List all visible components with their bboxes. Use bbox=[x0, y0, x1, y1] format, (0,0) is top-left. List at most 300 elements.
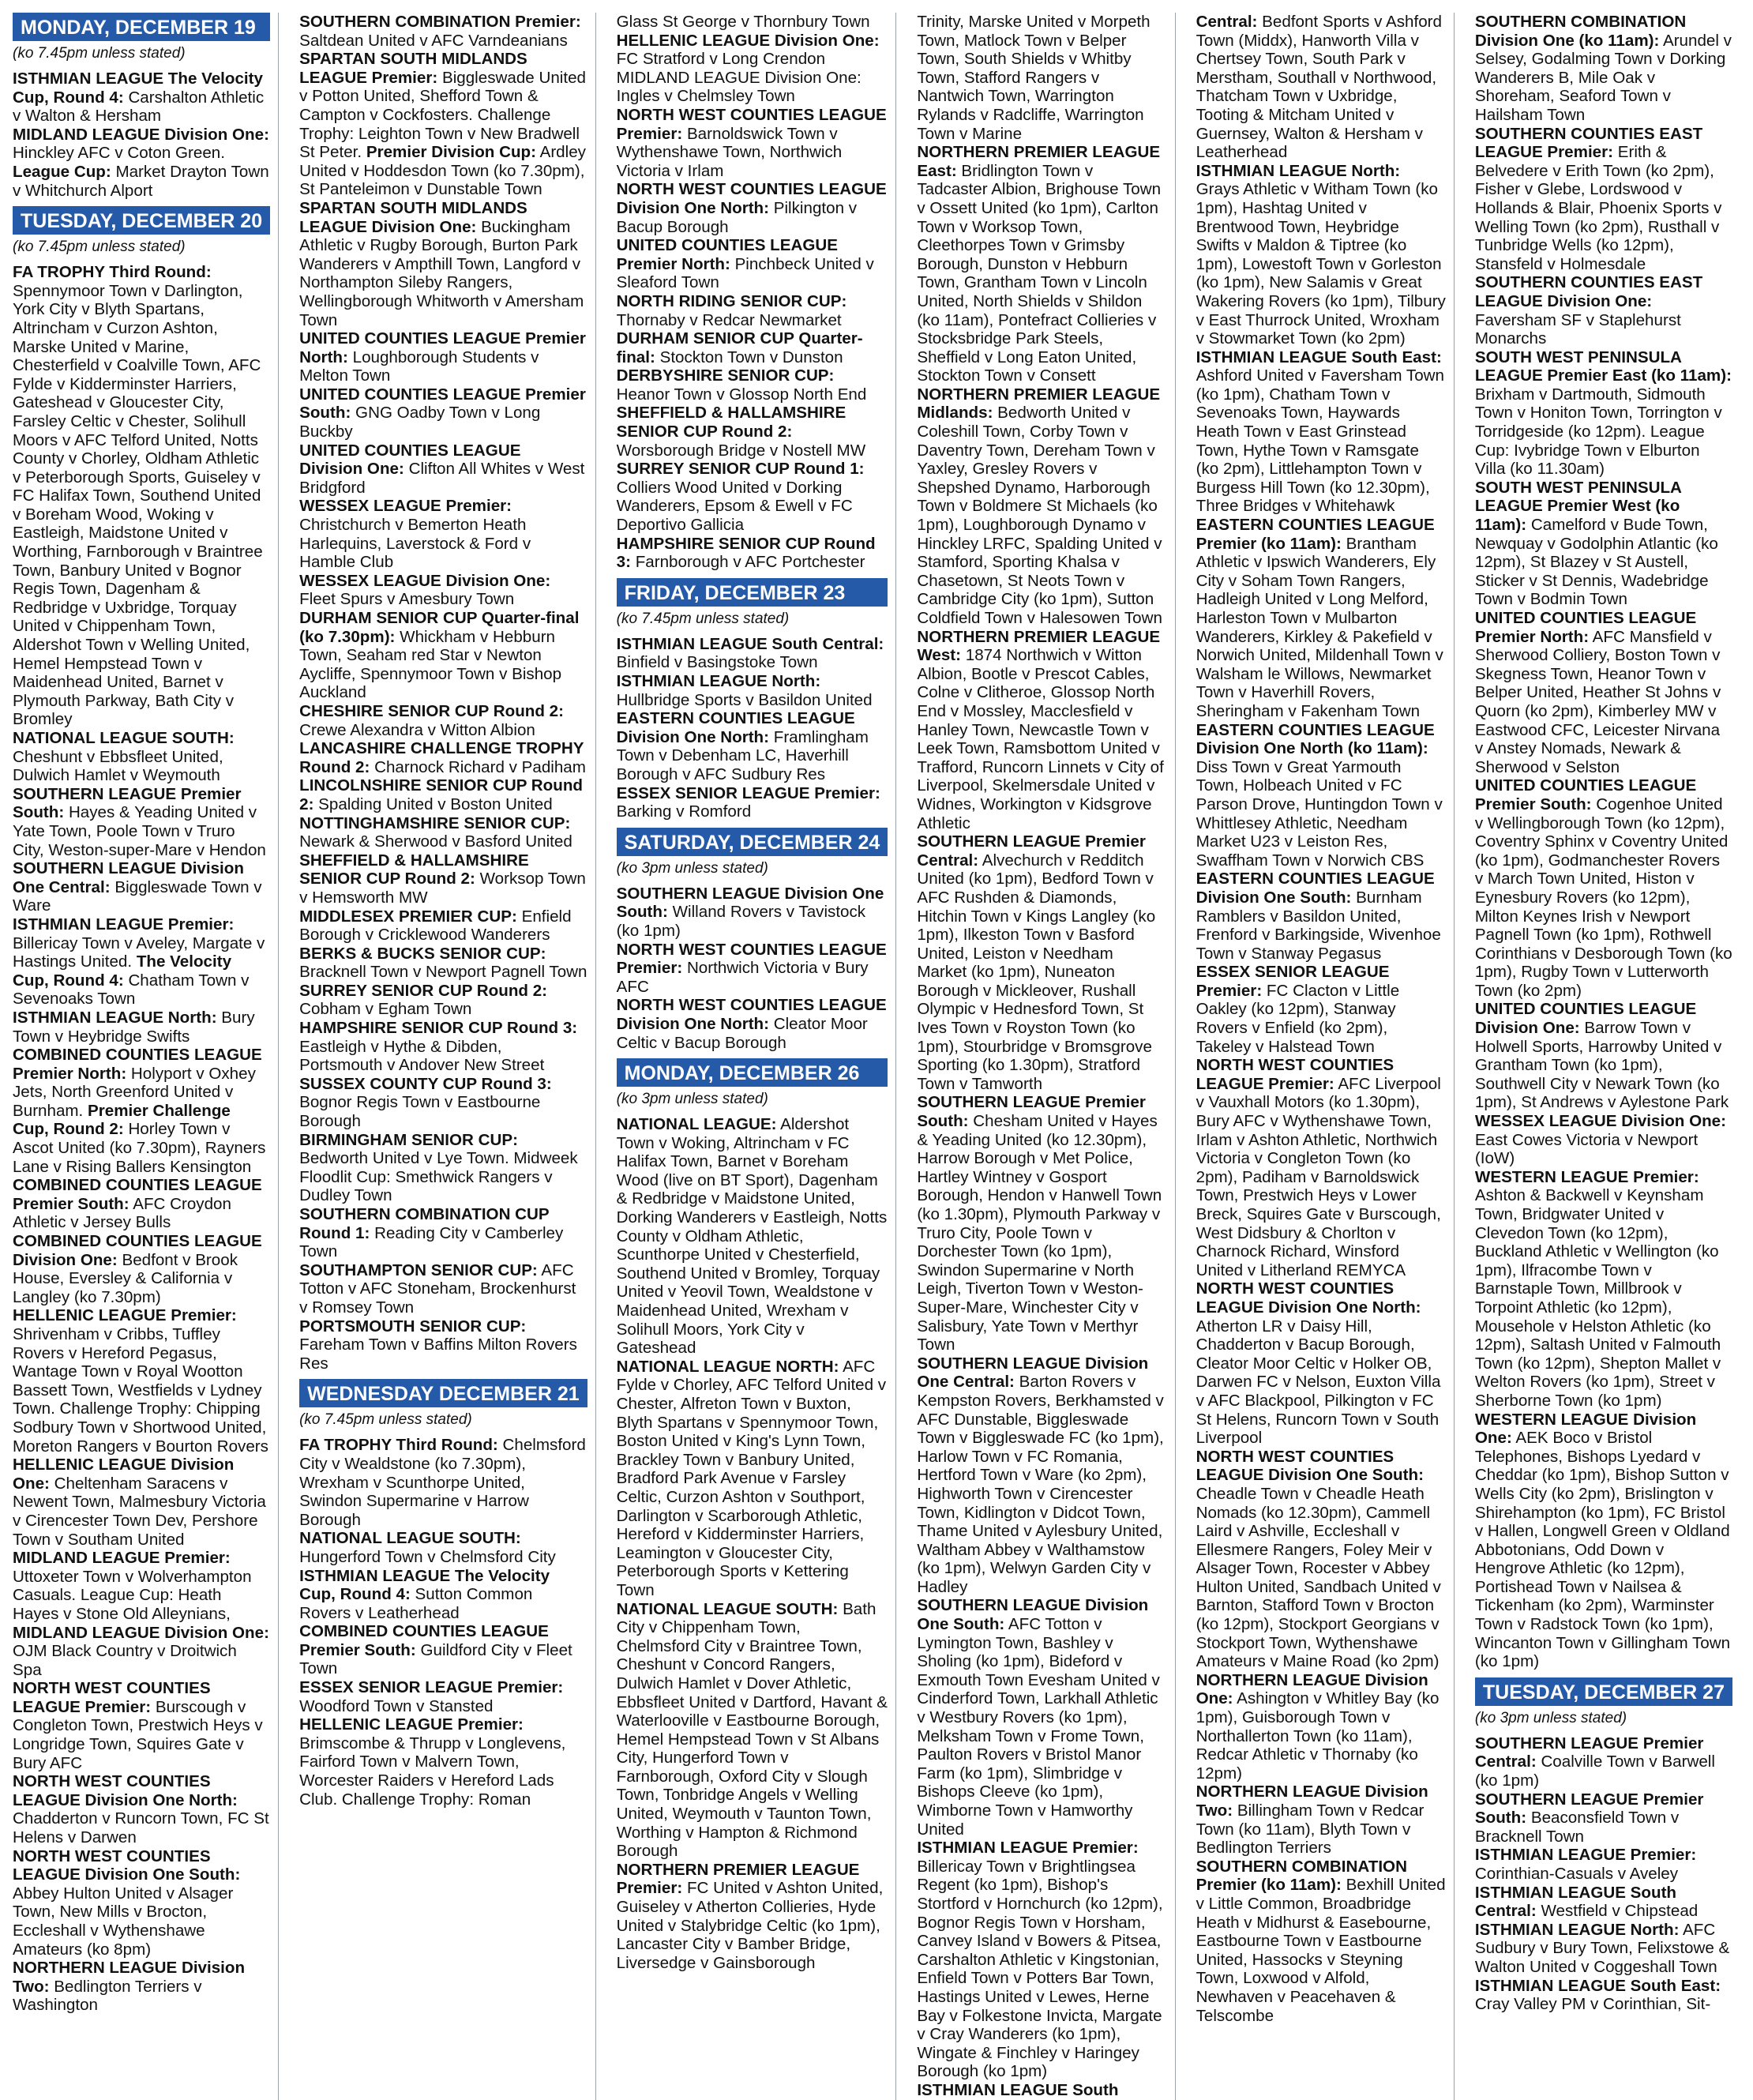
fixture-entry bbox=[13, 1176, 270, 1232]
fixture-entry bbox=[1196, 162, 1446, 348]
fixture-entry bbox=[299, 385, 587, 441]
competition-name: SPARTAN SOUTH MIDLANDS LEAGUE Premier: bbox=[299, 50, 527, 87]
fixture-list: Brixham v Dartmouth, Sidmouth Town v Honiton Town, Torrington v Torridgeside (ko 12pm). League Cup: Ivybridge Town v Elburton Villa (ko 11.30am) bbox=[1474, 385, 1722, 479]
competition-name: NORTH WEST COUNTIES LEAGUE Premier: bbox=[13, 1679, 211, 1716]
fixture-entry bbox=[617, 535, 888, 572]
competition-name: The Velocity Cup, Round 4: bbox=[13, 952, 232, 990]
competition-name: HAMPSHIRE SENIOR CUP Round 3: bbox=[299, 1019, 578, 1038]
fixture-list: Hinckley AFC v Coton Green. bbox=[13, 144, 225, 163]
fixture-entry bbox=[917, 1354, 1166, 1597]
fixture-list: GNG Oadby Town v Long Buckby bbox=[299, 404, 541, 441]
kickoff-note: (ko 3pm unless stated) bbox=[616, 859, 768, 877]
fixture-list: Buckingham Athletic v Rugby Borough, Burton Park Wanderers v Ampthill Town, Langford v Northampton Sileby Rangers, Wellingborough Whitworth v Amersham Town bbox=[299, 217, 584, 329]
fixture-list: Fleet Spurs v Amesbury Town bbox=[299, 590, 515, 609]
fixture-entry bbox=[13, 1009, 270, 1046]
fixture-entry bbox=[299, 441, 587, 498]
competition-name: HAMPSHIRE SENIOR CUP Round 3: bbox=[616, 534, 876, 572]
fixture-list: Shrivenham v Cribbs, Tuffley Rovers v Hereford Pegasus, Wantage Town v Royal Wootton Bassett Town, Westfields v Lydney Town. Challenge Trophy: Chipping Sodbury Town v Shortwood United, Moreton Rangers v Bourton Rovers bbox=[13, 1325, 268, 1456]
fixture-entry bbox=[1196, 1279, 1446, 1447]
competition-name: SUSSEX COUNTY CUP Round 3: bbox=[299, 1074, 552, 1093]
fixture-list: Sutton Common Rovers v Leatherhead bbox=[299, 1585, 533, 1622]
fixture-list: Heanor Town v Glossop North End bbox=[616, 385, 867, 404]
competition-name: NORTH WEST COUNTIES LEAGUE Division One North: bbox=[616, 180, 887, 217]
competition-name: WESSEX LEAGUE Division One: bbox=[1474, 1112, 1726, 1131]
fixture-entry bbox=[617, 709, 888, 783]
fixture-entry bbox=[917, 832, 1166, 1093]
competition-name: ISTHMIAN LEAGUE South East: bbox=[1474, 1976, 1721, 1995]
date-header: TUESDAY, DECEMBER 20 bbox=[13, 206, 270, 235]
fixture-list: Coalville Town v Barwell (ko 1pm) bbox=[1474, 1753, 1715, 1790]
fixtures-column-1 bbox=[13, 13, 279, 2100]
competition-name: SOUTHERN COMBINATION CUP Round 1: bbox=[299, 1205, 550, 1242]
fixture-entry bbox=[617, 996, 888, 1052]
fixture-entry bbox=[13, 1456, 270, 1549]
fixture-entry bbox=[299, 1261, 587, 1317]
fixture-entry bbox=[1475, 1977, 1732, 2014]
date-header: MONDAY, DECEMBER 19 bbox=[13, 13, 270, 41]
fixture-entry bbox=[1475, 273, 1732, 347]
competition-name: MIDLAND LEAGUE Premier: bbox=[13, 1549, 231, 1568]
competition-name: UNITED COUNTIES LEAGUE Division One: bbox=[299, 441, 521, 479]
fixture-list: Bedfont Sports v Ashford Town (Middx), Hanworth Villa v Chertsey Town, South Park v Merstham, Southall v Northwood, Thatcham Town v Uxbridge, Tooting & Mitcham United v Guernsey, Walton & Hersham v Leatherhead bbox=[1196, 13, 1442, 162]
competition-name: LINCOLNSHIRE SENIOR CUP Round 2: bbox=[299, 776, 583, 813]
fixture-entry bbox=[1475, 479, 1732, 609]
fixture-list: Brimscombe & Thrupp v Longlevens, Fairford Town v Malvern Town, Worcester Raiders v Hereford Lads Club. Challenge Trophy: Roman bbox=[299, 1734, 566, 1809]
competition-name: SOUTHERN LEAGUE Premier Central: bbox=[917, 832, 1146, 870]
fixture-entry bbox=[1475, 1790, 1732, 1846]
fixture-entry bbox=[617, 32, 888, 69]
fixture-entry bbox=[1196, 870, 1446, 963]
competition-name: EASTERN COUNTIES LEAGUE Division One North: bbox=[616, 709, 855, 746]
competition-name: LANCASHIRE CHALLENGE TROPHY Round 2: bbox=[299, 739, 584, 776]
fixture-list: Whickham v Hebburn Town, Seaham red Star v Newton Aycliffe, Spennymoor Town v Bishop Auckland bbox=[299, 627, 562, 702]
competition-name: NOTTINGHAMSHIRE SENIOR CUP: bbox=[299, 813, 571, 832]
competition-name: NORTH WEST COUNTIES LEAGUE Premier: bbox=[616, 105, 887, 143]
kickoff-note: (ko 3pm unless stated) bbox=[616, 1091, 768, 1108]
competition-name: DURHAM SENIOR CUP Quarter-final: bbox=[616, 329, 863, 366]
competition-name: NORTHERN PREMIER LEAGUE Midlands: bbox=[917, 385, 1161, 423]
fixture-list: Hayes & Yeading United v Yate Town, Poole Town v Truro City, Weston-super-Mare v Hendon bbox=[13, 803, 266, 859]
fixture-entry bbox=[617, 106, 888, 180]
fixture-entry bbox=[917, 385, 1166, 628]
fixture-entry bbox=[617, 366, 888, 404]
fixture-list: AEK Boco v Bristol Telephones, Bishops Lyedard v Cheddar (ko 1pm), Bishop Sutton v Wells City (ko 2pm), Brislington v Shirehampton (ko 1pm), FC Bristol v Hallen, Longwell Green v Oldland Abbotonians, Odd Down v Hengrove Athletic (ko 12pm), Portishead Town v Nailsea & Tickenham (ko 2pm), Warminster Town v Radstock Town (ko 1pm), Wincanton Town v Gillingham Town (ko 1pm) bbox=[1474, 1429, 1731, 1671]
competition-name: NORTHERN PREMIER LEAGUE East: bbox=[917, 143, 1161, 180]
fixture-entry bbox=[1475, 1112, 1732, 1168]
fixture-entry bbox=[299, 907, 587, 945]
competition-name: NORTH WEST COUNTIES LEAGUE Division One North: bbox=[616, 996, 887, 1033]
fixture-entry bbox=[1475, 1734, 1732, 1790]
competition-name: NORTHERN LEAGUE Division Two: bbox=[1196, 1783, 1428, 1820]
fixture-entry bbox=[299, 982, 587, 1019]
fixture-list: Farnborough v AFC Portchester bbox=[635, 553, 865, 572]
fixture-entry bbox=[917, 13, 1166, 143]
fixture-entry bbox=[299, 1075, 587, 1131]
competition-name: SOUTH WEST PENINSULA LEAGUE Premier West (ko 11am): bbox=[1474, 478, 1682, 535]
competition-name: NORTHERN PREMIER LEAGUE Premier: bbox=[616, 1860, 860, 1898]
kickoff-note: (ko 3pm unless stated) bbox=[1474, 1709, 1627, 1726]
fixture-list: Barnoldswick Town v Wythenshawe Town, Northwich Victoria v Irlam bbox=[616, 124, 843, 180]
kickoff-note: (ko 7.45pm unless stated) bbox=[13, 45, 186, 62]
competition-name: UNITED COUNTIES LEAGUE Premier South: bbox=[1474, 776, 1697, 813]
fixture-list: Burnham Ramblers v Basildon United, Frenford v Barkingside, Wivenhoe Town v Stanway Pegasus bbox=[1196, 888, 1441, 963]
fixture-entry bbox=[13, 263, 270, 729]
fixture-list: AFC Croydon Athletic v Jersey Bulls bbox=[13, 1194, 231, 1232]
fixture-list: FC Clacton v Little Oakley (ko 12pm), Stanway Rovers v Enfield (ko 2pm), Takeley v Halstead Town bbox=[1196, 981, 1400, 1056]
fixture-list: Bury Town v Heybridge Swifts bbox=[13, 1008, 255, 1046]
competition-name: SPARTAN SOUTH MIDLANDS LEAGUE Division One: bbox=[299, 198, 527, 236]
fixture-entry bbox=[617, 292, 888, 329]
fixture-list: Hungerford Town v Chelmsford City bbox=[299, 1547, 556, 1566]
fixture-list: Bedworth United v Coleshill Town, Corby Town v Daventry Town, Dereham Town v Yaxley, Gresley Rovers v Shepshed Dynamo, Harborough Town v Boldmere St Michaels (ko 1pm), Loughborough Dynamo v Hinckley LRFC, Spalding United v Stamford, Sporting Khalsa v Chasetown, St Neots Town v Cambridge City (ko 1pm), Sutton Coldfield Town v Halesowen Town bbox=[917, 404, 1162, 627]
fixture-entry bbox=[617, 13, 888, 32]
fixture-list: Clifton All Whites v West Bridgford bbox=[299, 460, 585, 497]
fixture-list: Barking v Romford bbox=[616, 802, 752, 821]
competition-name: COMBINED COUNTIES LEAGUE Premier South: bbox=[299, 1622, 549, 1659]
fixture-list: Ashton & Backwell v Keynsham Town, Bridgwater United v Clevedon Town (ko 12pm), Buckland Athletic v Wellington (ko 1pm), Ilfracombe Town v Barnstaple Town, Millbrook v Torpoint Athletic (ko 12pm), Mousehole v Helston Athletic (ko 12pm), Saltash United v Falmouth Town (ko 12pm), Shepton Mallet v Welton Rovers (ko 1pm), Street v Sherborne Town (ko 1pm) bbox=[1474, 1186, 1721, 1410]
competition-name: FA TROPHY Third Round: bbox=[299, 1436, 498, 1455]
fixture-entry bbox=[299, 776, 587, 813]
fixture-entry bbox=[617, 460, 888, 534]
competition-name: SOUTHERN LEAGUE Premier South: bbox=[13, 784, 242, 822]
fixture-list: Uttoxeter Town v Wolverhampton Casuals. League Cup: Heath Hayes v Stone Old Alleynians, bbox=[13, 1567, 252, 1623]
fixture-list: Alvechurch v Redditch United (ko 1pm), Bedford Town v AFC Rushden & Diamonds, Hitchin Town v Kings Langley (ko 1pm), Ilkeston Town v Basford United, Leiston v Needham Market (ko 1pm), Nuneaton Borough v Mickleover, Rushall Olympic v Hednesford Town, St Ives Town v Royston Town (ko 1pm), Stourbridge v Bromsgrove Sporting (ko 1.30pm), Stratford Town v Tamworth bbox=[917, 851, 1156, 1093]
competition-name: SOUTHERN LEAGUE Premier Central: bbox=[1474, 1734, 1704, 1771]
fixture-entry bbox=[917, 143, 1166, 385]
fixture-list: Trinity, Marske United v Morpeth Town, Matlock Town v Belper Town, South Shields v Whitby Town, Stafford Rangers v Nantwich Town, Warrington Rylands v Radcliffe, Warrington Town v Marine bbox=[917, 13, 1151, 143]
fixture-entry bbox=[617, 180, 888, 236]
fixture-entry bbox=[299, 1567, 587, 1623]
competition-name: UNITED COUNTIES LEAGUE Premier North: bbox=[299, 329, 586, 366]
fixture-entry bbox=[617, 1600, 888, 1861]
fixture-list: Framlingham Town v Debenham LC, Haverhill Borough v AFC Sudbury Res bbox=[616, 727, 869, 783]
competition-name: ISTHMIAN LEAGUE Premier: bbox=[13, 915, 235, 934]
competition-name: SOUTHERN LEAGUE Premier South: bbox=[917, 1093, 1146, 1131]
competition-name: ESSEX SENIOR LEAGUE Premier: bbox=[1196, 963, 1390, 1000]
fixture-list: Camelford v Bude Town, Newquay v Godolphin Atlantic (ko 12pm), St Blazey v St Austell, Sticker v St Dennis, Wadebridge Town v Bodmin Town bbox=[1474, 516, 1718, 609]
fixture-list: Bedfont v Brook House, Eversley & California v Langley (ko 7.30pm) bbox=[13, 1250, 238, 1306]
fixture-entry bbox=[13, 1306, 270, 1456]
fixture-entry bbox=[299, 814, 587, 851]
competition-name: Central: bbox=[1196, 13, 1258, 31]
fixture-entry bbox=[299, 497, 587, 571]
fixture-list: East Cowes Victoria v Newport (IoW) bbox=[1474, 1130, 1699, 1168]
fixture-list: Ashington v Whitley Bay (ko 1pm), Guisborough Town v Northallerton Town (ko 11am), Redcar Athletic v Thornaby (ko 12pm) bbox=[1196, 1689, 1440, 1783]
competition-name: ISTHMIAN LEAGUE The Velocity Cup, Round 4: bbox=[299, 1566, 550, 1604]
fixture-entry bbox=[13, 729, 270, 785]
fixture-entry bbox=[13, 69, 270, 126]
fixture-entry bbox=[617, 672, 888, 709]
competition-name: COMBINED COUNTIES LEAGUE Premier South: bbox=[13, 1176, 262, 1213]
competition-name: NORTH WEST COUNTIES LEAGUE Division One North: bbox=[1196, 1279, 1421, 1317]
fixture-entry bbox=[299, 1019, 587, 1075]
competition-name: NORTHERN LEAGUE Division One: bbox=[1196, 1670, 1428, 1708]
fixture-entry bbox=[1196, 721, 1446, 870]
fixture-list: Grays Athletic v Witham Town (ko 1pm), Hashtag United v Brentwood Town, Heybridge Swifts v Maldon & Tiptree (ko 1pm), Lowestoft Town v Gorleston (ko 1pm), New Salamis v Great Wakering Rovers (ko 1pm), Tilbury v East Thurrock United, Wroxham v Stowmarket Town (ko 2pm) bbox=[1196, 180, 1446, 348]
fixture-list: Willand Rovers v Tavistock (ko 1pm) bbox=[616, 903, 866, 940]
competition-name: ISTHMIAN LEAGUE South Central: bbox=[616, 634, 884, 653]
fixture-list: Ardley United v Hoddesdon Town (ko 7.30pm), St Panteleimon v Dunstable Town bbox=[299, 143, 586, 199]
fixture-entry bbox=[617, 885, 888, 941]
competition-name: WESSEX LEAGUE Division One: bbox=[299, 571, 551, 590]
competition-name: NORTH WEST COUNTIES LEAGUE Premier: bbox=[1196, 1056, 1395, 1093]
competition-name: FA TROPHY Third Round: bbox=[13, 263, 212, 282]
fixture-list: AFC Totton v AFC Stoneham, Brockenhurst v Romsey Town bbox=[299, 1260, 576, 1317]
competition-name: ISTHMIAN LEAGUE North: bbox=[13, 1008, 217, 1027]
fixture-entry bbox=[13, 1679, 270, 1772]
fixture-list: Bracknell Town v Newport Pagnell Town bbox=[299, 963, 587, 982]
fixtures-column-2 bbox=[299, 13, 596, 2100]
competition-name: EASTERN COUNTIES LEAGUE Division One North (ko 11am): bbox=[1196, 720, 1435, 758]
fixture-entry bbox=[13, 1046, 270, 1176]
fixture-list: AFC Mansfield v Sherwood Colliery, Boston Town v Skegness Town, Heanor Town v Belper United, Heather St Johns v Quorn (ko 2pm), Kimberley MW v Eastwood CFC, Leicester Nirvana v Anstey Nomads, Newark & Sherwood v Selston bbox=[1474, 627, 1721, 776]
fixture-list: Hullbridge Sports v Basildon United bbox=[616, 690, 873, 709]
competition-name: NORTH WEST COUNTIES LEAGUE Division One South: bbox=[13, 1846, 241, 1884]
competition-name: PORTSMOUTH SENIOR CUP: bbox=[299, 1317, 527, 1336]
fixture-list: Beaconsfield Town v Bracknell Town bbox=[1474, 1809, 1680, 1846]
fixture-list: Biggleswade Town v Ware bbox=[13, 877, 262, 915]
competition-name: HELLENIC LEAGUE Division One: bbox=[13, 1456, 235, 1493]
fixture-entry bbox=[1475, 13, 1732, 125]
fixture-list: Faversham SF v Staplehurst Monarchs bbox=[1474, 310, 1681, 348]
competition-name: ISTHMIAN LEAGUE North: bbox=[1474, 1920, 1680, 1939]
competition-name: UNITED COUNTIES LEAGUE Division One: bbox=[1474, 1000, 1697, 1038]
fixture-list: Cobham v Egham Town bbox=[299, 1000, 472, 1019]
fixture-list: Billericay Town v Aveley, Margate v Hastings United. bbox=[13, 934, 265, 971]
competition-name: SOUTHERN LEAGUE Division One South: bbox=[616, 884, 884, 922]
fixture-list: Worksop Town v Hemsworth MW bbox=[299, 870, 586, 907]
fixture-entry bbox=[13, 126, 270, 163]
competition-name: SOUTHERN LEAGUE Division One South: bbox=[917, 1596, 1149, 1634]
fixture-list: Barrow Town v Holwell Sports, Harrowby United v Grantham Town (ko 1pm), Southwell City v Newark Town (ko 1pm), St Andrews v Aylestone Park bbox=[1474, 1019, 1729, 1112]
competition-name: SOUTHERN COUNTIES EAST LEAGUE Division One: bbox=[1474, 273, 1703, 310]
competition-name: COMBINED COUNTIES LEAGUE Division One: bbox=[13, 1232, 262, 1269]
fixtures-column-4 bbox=[917, 13, 1175, 2100]
fixture-entry bbox=[617, 1358, 888, 1600]
competition-name: ESSEX SENIOR LEAGUE Premier: bbox=[616, 783, 880, 802]
competition-name: DERBYSHIRE SENIOR CUP: bbox=[616, 366, 835, 385]
competition-name: ISTHMIAN LEAGUE North: bbox=[1196, 161, 1401, 180]
fixture-list: Worsborough Bridge v Nostell MW bbox=[616, 441, 866, 460]
competition-name: BIRMINGHAM SENIOR CUP: bbox=[299, 1130, 518, 1149]
competition-name: SOUTH WEST PENINSULA LEAGUE Premier East (ko 11am): bbox=[1474, 347, 1732, 385]
fixture-entry bbox=[1475, 1411, 1732, 1671]
fixture-entry bbox=[1475, 776, 1732, 1000]
fixture-entry bbox=[299, 1622, 587, 1678]
fixture-list: Biggleswade United v Potton United, Shefford Town & Campton v Cockfosters. Challenge Trophy: Leighton Town v New Bradwell St Peter. bbox=[299, 68, 586, 162]
fixture-entry bbox=[13, 1232, 270, 1306]
competition-name: UNITED COUNTIES LEAGUE Premier North: bbox=[616, 236, 838, 273]
fixture-list: Diss Town v Great Yarmouth Town, Holbeach United v FC Parson Drove, Huntingdon Town v Whittlesey Athletic, Needham Market U23 v Leiston Res, Swaffham Town v Norwich CBS bbox=[1196, 757, 1443, 870]
fixture-entry bbox=[1196, 1448, 1446, 1671]
fixture-list: Horley Town v Ascot United (ko 7.30pm), Rayners Lane v Rising Ballers Kensington bbox=[13, 1120, 266, 1176]
fixture-entry bbox=[299, 13, 587, 50]
fixture-list: Crewe Alexandra v Witton Albion bbox=[299, 720, 535, 739]
competition-name: SOUTHAMPTON SENIOR CUP: bbox=[299, 1260, 538, 1279]
fixture-entry bbox=[299, 572, 587, 609]
fixture-list: Fareham Town v Baffins Milton Rovers Res bbox=[299, 1336, 577, 1373]
fixture-list: Carshalton Athletic v Walton & Hersham bbox=[13, 88, 265, 126]
fixture-list: Binfield v Basingstoke Town bbox=[616, 653, 818, 672]
competition-name: HELLENIC LEAGUE Premier: bbox=[299, 1715, 524, 1734]
fixture-entry bbox=[299, 1529, 587, 1566]
competition-name: SURREY SENIOR CUP Round 2: bbox=[299, 981, 548, 1000]
competition-name: EASTERN COUNTIES LEAGUE Premier (ko 11am): bbox=[1196, 516, 1435, 553]
competition-name: HELLENIC LEAGUE Premier: bbox=[13, 1306, 237, 1325]
competition-name: NORTH WEST COUNTIES LEAGUE Premier: bbox=[616, 940, 887, 978]
fixture-list: Stockton Town v Dunston bbox=[659, 347, 843, 366]
fixture-entry bbox=[1475, 348, 1732, 479]
fixture-entry bbox=[917, 1093, 1166, 1354]
fixture-list: Abbey Hulton United v Alsager Town, New Mills v Brocton, Eccleshall v Wythenshawe Amateurs (ko 8pm) bbox=[13, 1884, 234, 1959]
fixtures-column-5 bbox=[1196, 13, 1455, 2100]
fixture-entry bbox=[299, 1205, 587, 1261]
fixture-list: Cogenhoe United v Wellingborough Town (ko 12pm), Coventry Sphinx v Coventry United (ko 1pm), Godmanchester Rovers v March Town United, Histon v Eynesbury Rovers (ko 12pm), Milton Keynes Irish v Newport Pagnell Town (ko 1pm), Rothwell Corinthians v Desborough Town (ko 1pm), Rugby Town v Lutterworth Town (ko 2pm) bbox=[1474, 795, 1732, 1000]
competition-name: NORTHERN PREMIER LEAGUE West: bbox=[917, 627, 1161, 665]
date-header: FRIDAY, DECEMBER 23 bbox=[617, 578, 888, 607]
fixture-entry bbox=[617, 941, 888, 997]
fixture-entry bbox=[13, 915, 270, 1009]
kickoff-note: (ko 7.45pm unless stated) bbox=[616, 610, 790, 627]
fixture-entry bbox=[299, 50, 587, 199]
fixture-list: Bridlington Town v Tadcaster Albion, Brighouse Town v Ossett United (ko 1pm), Carlton Town v Worksop Town, Cleethorpes Town v Grimsby Borough, Dunston v Hebburn Town, Grantham Town v Lincoln United, North Shields v Shildon (ko 11am), Pontefract Collieries v Stocksbridge Park Steels, Sheffield v Long Eaton United, Stockton Town v Consett bbox=[917, 161, 1162, 385]
fixture-list: Charnock Richard v Padiham bbox=[374, 757, 586, 776]
fixture-entry bbox=[917, 2081, 1166, 2100]
fixture-entry bbox=[13, 1624, 270, 1680]
fixture-entry bbox=[299, 851, 587, 907]
competition-name: SOUTHERN COUNTIES EAST LEAGUE Premier: bbox=[1474, 124, 1703, 162]
fixture-list: Arundel v Selsey, Godalming Town v Dorking Wanderers B, Mile Oak v Shoreham, Seaford Town v Hailsham Town bbox=[1474, 31, 1732, 124]
fixture-list: Cheadle Town v Cheadle Heath Nomads (ko 12.30pm), Cammell Laird v Ashville, Eccleshall v Ellesmere Rangers, Foley Meir v Alsager Town, Rocester v Abbey Hulton United, Sandbach United v Barnton, Stafford Town v Brocton (ko 12pm), Stockport Georgians v Stockport Town, Wythenshawe Amateurs v Maine Road (ko 2pm) bbox=[1196, 1484, 1441, 1671]
fixture-entry bbox=[13, 1847, 270, 1959]
fixture-list: Enfield Borough v Cricklewood Wanderers bbox=[299, 907, 572, 945]
fixture-list: FC Stratford v Long Crendon bbox=[616, 50, 826, 69]
competition-name: WESTERN LEAGUE Division One: bbox=[1474, 1410, 1697, 1448]
fixture-entry bbox=[13, 785, 270, 859]
fixture-list: Holyport v Oxhey Jets, North Greenford United v Burnham. bbox=[13, 1064, 256, 1120]
fixture-entry bbox=[617, 404, 888, 460]
fixture-list: AFC Fylde v Chorley, AFC Telford United v Chester, Alfreton Town v Buxton, Blyth Spartans v Spennymoor Town, Boston United v King's Lynn Town, Brackley Town v Banbury United, Bradford Park Avenue v Farsley Celtic, Curzon Ashton v Southport, Darlington v Scarborough Athletic, Hereford v Kidderminster Harriers, Leamington v Gloucester City, Peterborough Sports v Kettering Town bbox=[616, 1357, 887, 1599]
fixture-list: Pinchbeck United v Sleaford Town bbox=[616, 254, 874, 292]
fixture-list: Bath City v Chippenham Town, Chelmsford City v Braintree Town, Cheshunt v Concord Rangers, Dulwich Hamlet v Dover Athletic, Ebbsfleet United v Dartford, Havant & Waterlooville v Eastbourne Borough, Hemel Hempstead Town v St Albans City, Hungerford Town v Farnborough, Oxford City v Slough Town, Tonbridge Angels v Welling United, Weymouth v Taunton Town, Worthing v Hampton & Richmond Borough bbox=[616, 1599, 888, 1861]
fixture-entry bbox=[13, 163, 270, 200]
fixture-entry bbox=[13, 1959, 270, 2015]
fixture-list: AFC Totton v Lymington Town, Bashley v Sholing (ko 1pm), Bideford v Exmouth Town Evesham United v Cinderford Town, Larkhall Athletic v Westbury Rovers (ko 1pm), Melksham Town v Frome Town, Paulton Rovers v Bristol Manor Farm (ko 1pm), Slimbridge v Bishops Cleeve (ko 1pm), Wimborne Town v Hamworthy United bbox=[917, 1615, 1160, 1839]
fixture-entry bbox=[617, 236, 888, 292]
fixture-entry bbox=[1196, 516, 1446, 721]
competition-name: ISTHMIAN LEAGUE South Central: bbox=[1474, 1883, 1677, 1921]
fixture-list: Christchurch v Bemerton Heath Harlequins, Laverstock & Ford v Hamble Club bbox=[299, 516, 531, 572]
fixture-list: Market Drayton Town v Whitchurch Alport bbox=[13, 162, 269, 200]
fixtures-page bbox=[13, 13, 1740, 2099]
fixture-entry bbox=[917, 628, 1166, 833]
fixture-list: AFC Sudbury v Bury Town, Felixstowe & Walton United v Coggeshall Town bbox=[1474, 1920, 1730, 1976]
competition-name: NORTH WEST COUNTIES LEAGUE Division One South: bbox=[1196, 1447, 1424, 1485]
fixture-list: Guildford City v Fleet Town bbox=[299, 1640, 572, 1678]
competition-name: SOUTHERN COMBINATION Premier: bbox=[299, 13, 581, 31]
competition-name: ISTHMIAN LEAGUE North: bbox=[616, 672, 821, 690]
competition-name: ISTHMIAN LEAGUE South bbox=[917, 2080, 1119, 2099]
fixture-entry bbox=[617, 635, 888, 672]
fixture-entry bbox=[13, 1549, 270, 1623]
fixture-list: Brantham Athletic v Ipswich Wanderers, Ely City v Soham Town Rangers, Hadleigh United v Long Melford, Harleston Town v Mulbarton Wanderers, Kirkley & Pakefield v Norwich United, Mildenhall Town v Walsham le Willows, Newmarket Town v Haverhill Rovers, Sheringham v Fakenham Town bbox=[1196, 534, 1443, 720]
competition-name: SOUTHERN COMBINATION Division One (ko 11am): bbox=[1474, 13, 1687, 50]
fixture-entry bbox=[1475, 1168, 1732, 1411]
fixture-entry bbox=[299, 609, 587, 702]
competition-name: SOUTHERN LEAGUE Division One Central: bbox=[13, 859, 244, 896]
fixture-entry bbox=[1475, 1846, 1732, 1883]
competition-name: Premier Challenge Cup, Round 2: bbox=[13, 1101, 231, 1139]
fixture-list: Pilkington v Bacup Borough bbox=[616, 198, 858, 236]
fixture-list: 1874 Northwich v Witton Albion, Bootle v Prescot Cables, Colne v Clitheroe, Glossop North End v Mossley, Macclesfield v Hanley Town, Newcastle Town v Leek Town, Ramsbottom United v Trafford, Runcorn Linnets v City of Liverpool, Skelmersdale United v Widnes, Workington v Kidsgrove Athletic bbox=[917, 646, 1164, 832]
competition-name: EASTERN COUNTIES LEAGUE Division One South: bbox=[1196, 870, 1435, 907]
competition-name: SOUTHERN LEAGUE Premier South: bbox=[1474, 1790, 1704, 1828]
fixture-list: Newark & Sherwood v Basford United bbox=[299, 832, 572, 851]
fixture-entry bbox=[1196, 1671, 1446, 1783]
fixture-entry bbox=[1196, 348, 1446, 516]
fixture-entry bbox=[13, 859, 270, 915]
date-header: SATURDAY, DECEMBER 24 bbox=[617, 828, 888, 856]
competition-name: BERKS & BUCKS SENIOR CUP: bbox=[299, 944, 546, 963]
fixture-list: AFC Liverpool v Vauxhall Motors (ko 1.30pm), Bury AFC v Wythenshawe Town, Irlam v Ashton Athletic, Northwich Victoria v Congleton Town (ko 2pm), Padiham v Barnoldswick Town, Prestwich Heys v Lower Breck, Squires Gate v Burscough, West Didsbury & Chorlton v Charnock Richard, Winsford United v Litherland REMYCA bbox=[1196, 1074, 1441, 1279]
competition-name: MIDLAND LEAGUE Division One: bbox=[13, 125, 269, 144]
fixture-list: Chatham Town v Sevenoaks Town bbox=[13, 971, 250, 1009]
fixture-list: Spalding United v Boston United bbox=[318, 795, 553, 813]
competition-name: NATIONAL LEAGUE SOUTH: bbox=[13, 729, 235, 747]
fixture-entry bbox=[917, 1839, 1166, 2081]
competition-name: ISTHMIAN LEAGUE Premier: bbox=[917, 1839, 1139, 1858]
competition-name: CHESHIRE SENIOR CUP Round 2: bbox=[299, 701, 564, 720]
competition-name: League Cup: bbox=[13, 162, 111, 181]
fixture-list: Aldershot Town v Woking, Altrincham v FC Halifax Town, Barnet v Boreham Wood (live on BT Sport), Dagenham & Redbridge v Maidstone United, Dorking Wanderers v Eastleigh, Notts County v Oldham Athletic, Scunthorpe United v Chesterfield, Southend United v Bromley, Torquay United v Yeovil Town, Wealdstone v Maidenhead United, Wrexham v Solihull Moors, York City v Gateshead bbox=[616, 1115, 888, 1358]
competition-name: SURREY SENIOR CUP Round 1: bbox=[616, 460, 865, 479]
competition-name: NORTH RIDING SENIOR CUP: bbox=[616, 291, 847, 310]
date-header: WEDNESDAY DECEMBER 21 bbox=[299, 1379, 587, 1407]
fixture-entry bbox=[1475, 609, 1732, 776]
competition-name: WESSEX LEAGUE Premier: bbox=[299, 497, 512, 516]
competition-name: MIDLAND LEAGUE Division One: bbox=[13, 1623, 269, 1642]
competition-name: HELLENIC LEAGUE Division One: bbox=[616, 31, 880, 50]
fixture-list: Northwich Victoria v Bury AFC bbox=[616, 959, 869, 996]
fixture-list: Corinthian-Casuals v Aveley bbox=[1474, 1865, 1679, 1883]
fixture-entry bbox=[1196, 963, 1446, 1056]
fixture-entry bbox=[617, 784, 888, 821]
fixture-list: Spennymoor Town v Darlington, York City v Blyth Spartans, Altrincham v Curzon Ashton, Marske United v Marine, Chesterfield v Coalville Town, AFC Fylde v Kidderminster Harriers, Gateshead v Gloucester City, Farsley Celtic v Chester, Solihull Moors v AFC Telford United, Notts County v Chorley, Oldham Athletic v Peterborough Sports, Guiseley v FC Halifax Town, Southend United v Boreham Wood, Woking v Eastleigh, Maidstone United v Worthing, Farnborough v Braintree Town, Banbury United v Bognor Regis Town, Dagenham & Redbridge v Uxbridge, Torquay United v Chippenham Town, Aldershot Town v Welling United, Hemel Hempstead Town v Maidenhead United, Barnet v Plymouth Parkway, Bath City v Bromley bbox=[13, 281, 263, 729]
fixture-list: Ashford United v Faversham Town (ko 1pm), Chatham Town v Sevenoaks Town, Haywards Heath Town v East Grinstead Town, Hythe Town v Ramsgate (ko 2pm), Littlehampton Town v Burgess Hill Town (ko 12.30pm), Three Bridges v Whitehawk bbox=[1196, 366, 1444, 516]
fixture-list: Bexhill United v Little Common, Broadbridge Heath v Midhurst & Easebourne, Eastbourne Town v Eastbourne United, Hassocks v Steyning Town, Loxwood v Alfold, Newhaven v Peacehaven & Telscombe bbox=[1196, 1876, 1446, 2025]
kickoff-note: (ko 7.45pm unless stated) bbox=[13, 239, 186, 256]
fixture-list: Cleator Moor Celtic v Bacup Borough bbox=[616, 1014, 868, 1052]
fixture-list: Bedlington Terriers v Washington bbox=[13, 1977, 202, 2015]
date-header: MONDAY, DECEMBER 26 bbox=[617, 1058, 888, 1087]
fixture-entry bbox=[1196, 1783, 1446, 1857]
fixture-entry bbox=[299, 702, 587, 739]
fixture-list: Eastleigh v Hythe & Dibden, Portsmouth v Andover New Street bbox=[299, 1037, 545, 1075]
fixtures-column-3 bbox=[617, 13, 897, 2100]
fixture-entry bbox=[1196, 1056, 1446, 1279]
fixture-entry bbox=[299, 1678, 587, 1715]
fixture-list: Saltdean United v AFC Varndeanians bbox=[299, 31, 568, 50]
fixture-list: Billericay Town v Brightlingsea Regent (ko 1pm), Bishop's Stortford v Hornchurch (ko 12pm), Bognor Regis Town v Horsham, Canvey Island v Bowers & Pitsea, Carshalton Athletic v Kingstonian, Enfield Town v Potters Bar Town, Hastings United v Lewes, Herne Bay v Folkestone Invicta, Margate v Cray Wanderers (ko 1pm), Wingate & Finchley v Haringey Borough (ko 1pm) bbox=[917, 1857, 1163, 2081]
competition-name: ISTHMIAN LEAGUE Premier: bbox=[1474, 1846, 1697, 1865]
fixture-list: Burscough v Congleton Town, Prestwich Heys v Longridge Town, Squires Gate v Bury AFC bbox=[13, 1697, 263, 1772]
competition-name: COMBINED COUNTIES LEAGUE Premier North: bbox=[13, 1046, 262, 1083]
competition-name: SOUTHERN COMBINATION Premier (ko 11am): bbox=[1196, 1857, 1407, 1895]
fixture-list: Woodford Town v Stansted bbox=[299, 1696, 494, 1715]
competition-name: UNITED COUNTIES LEAGUE Premier South: bbox=[299, 385, 586, 423]
fixture-entry bbox=[299, 199, 587, 329]
competition-name: ISTHMIAN LEAGUE South East: bbox=[1196, 347, 1442, 366]
